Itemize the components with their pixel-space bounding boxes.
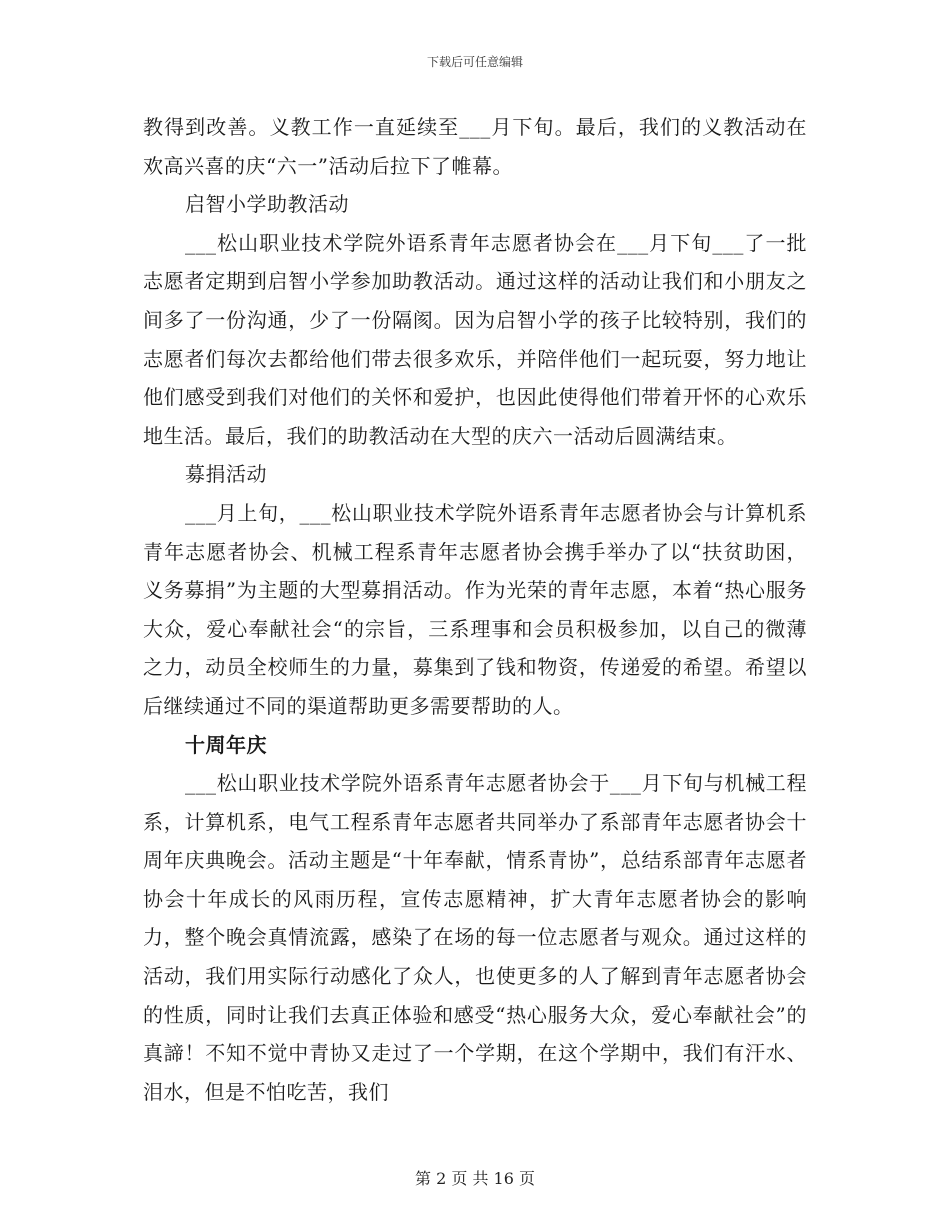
page-header: 下载后可任意编辑 [426, 55, 523, 69]
document-body [143, 108, 807, 1111]
page-footer: 第 2 页 共 16 页 [415, 1169, 535, 1188]
paragraph-qizhi: ___松山职业技术学院外语系青年志愿者协会在___月下旬___了一批志愿者定期到启智小学参加助教活动。通过这样的活动让我们和小朋友之间多了一份沟通，少了一份隔阂。因为启智小学的孩子比较特别，我们的志愿者们每次去都给他们带去很多欢乐，并陪伴他们一起玩耍，努力地让他们感受到我们对他们的关怀和爱护，也因此使得他们带着开怀的心欢乐地生活。最后，我们的助教活动在大型的庆六一活动后圆满结束。 [143, 230, 807, 448]
paragraph-continuation: 教得到改善。义教工作一直延续至___月下旬。最后，我们的义教活动在欢高兴喜的庆“六一”活动后拉下了帷幕。 [143, 115, 807, 178]
section-heading-fundraising: 募捐活动 [185, 462, 267, 487]
section-heading-anniversary: 十周年庆 [185, 732, 267, 757]
paragraph-anniversary: ___松山职业技术学院外语系青年志愿者协会于___月下旬与机械工程系，计算机系，电气工程系青年志愿者共同举办了系部青年志愿者协会十周年庆典晚会。活动主题是“十年奉献，情系青协”，总结系部青年志愿者协会十年成长的风雨历程，宣传志愿精神，扩大青年志愿者协会的影响力，整个晚会真情流露，感染了在场的每一位志愿者与观众。通过这样的活动，我们用实际行动感化了众人，也使更多的人了解到青年志愿者协会的性质，同时让我们去真正体验和感受“热心服务大众，爱心奉献社会”的真諦！不知不觉中青协又走过了一个学期，在这个学期中，我们有汗水、泪水，但是不怕吃苦，我们 [143, 771, 807, 1104]
paragraph-fundraising: ___月上旬，___松山职业技术学院外语系青年志愿者协会与计算机系青年志愿者协会、机械工程系青年志愿者协会携手举办了以“扶贫助困，义务募捐”为主题的大型募捐活动。作为光荣的青年志愿，本着“热心服务大众，爱心奉献社会“的宗旨，三系理事和会员积极参加，以自己的微薄之力，动员全校师生的力量，募集到了钱和物资，传递爱的希望。希望以后继续通过不同的渠道帮助更多需要帮助的人。 [143, 500, 807, 718]
section-heading-qizhi: 启智小学助教活动 [185, 192, 349, 217]
